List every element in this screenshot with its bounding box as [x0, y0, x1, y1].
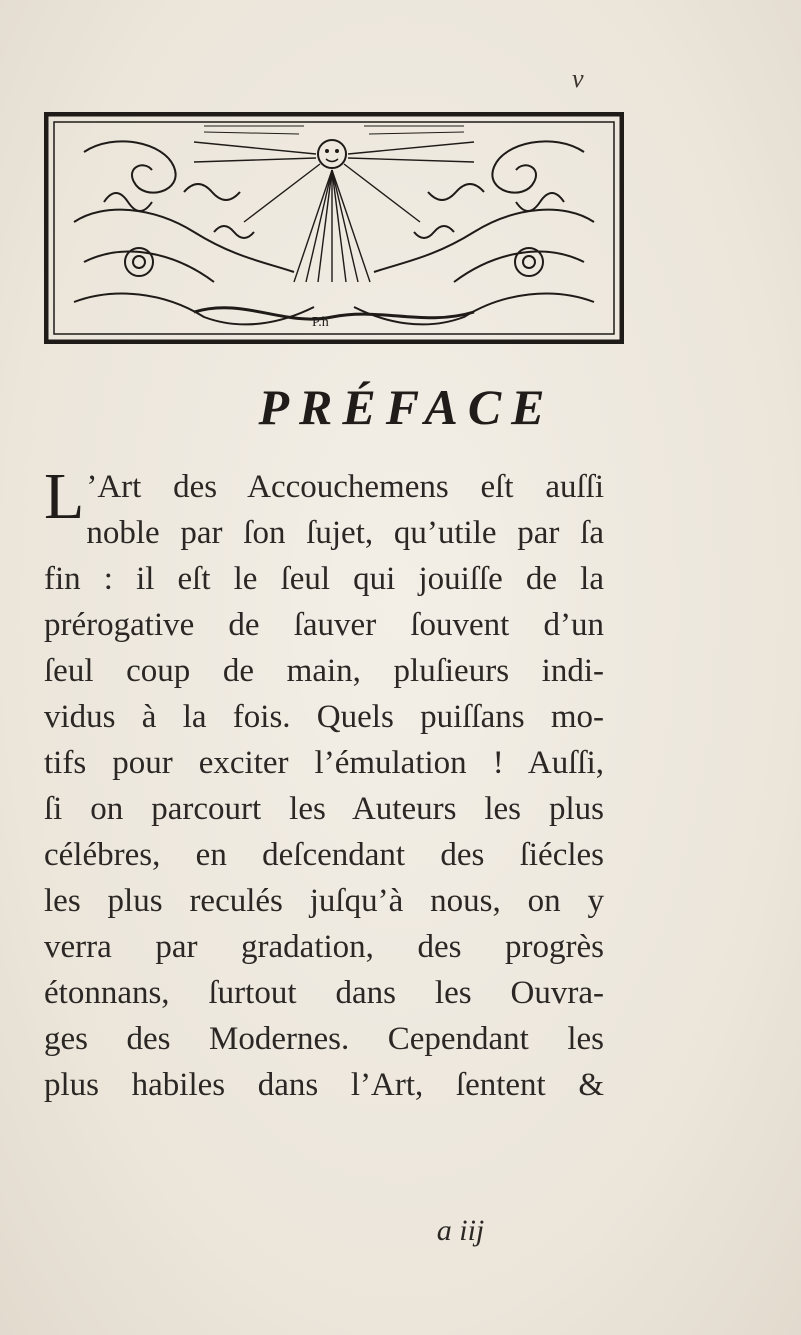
drop-cap: L: [44, 460, 85, 533]
page-title: PRÉFACE: [258, 379, 555, 435]
text-line: tifs pour exciter l’émulation ! Auſſi,: [44, 745, 604, 781]
text-line: fin : il eſt le ſeul qui jouiſſe de la: [44, 561, 604, 597]
ornamental-headpiece: [44, 112, 624, 344]
page-number: v: [572, 64, 584, 93]
text-line: plus habiles dans l’Art, ſentent &: [44, 1067, 604, 1103]
text-line: étonnans, ſurtout dans les Ouvra-: [44, 975, 604, 1011]
text-line: vidus à la fois. Quels puiſſans mo-: [44, 699, 604, 735]
body-text: [44, 460, 604, 1108]
text-line-first: ’Art des Accouchemens eſt auſſi: [86, 469, 604, 505]
text-line: les plus reculés juſqu’à nous, on y: [44, 883, 604, 919]
text-line: célébres, en deſcendant des ſiécles: [44, 837, 604, 873]
text-line: prérogative de ſauver ſouvent d’un: [44, 607, 604, 643]
text-line: ſi on parcourt les Auteurs les plus: [44, 791, 604, 827]
text-line: ges des Modernes. Cependant les: [44, 1021, 604, 1057]
text-line: ſeul coup de main, pluſieurs indi-: [44, 653, 604, 689]
text-line: verra par gradation, des progrès: [44, 929, 604, 965]
signature-mark: a iij: [436, 1214, 485, 1247]
text-line: noble par ſon ſujet, qu’utile par ſa: [86, 515, 604, 551]
headpiece-monogram: P.h: [312, 315, 329, 330]
